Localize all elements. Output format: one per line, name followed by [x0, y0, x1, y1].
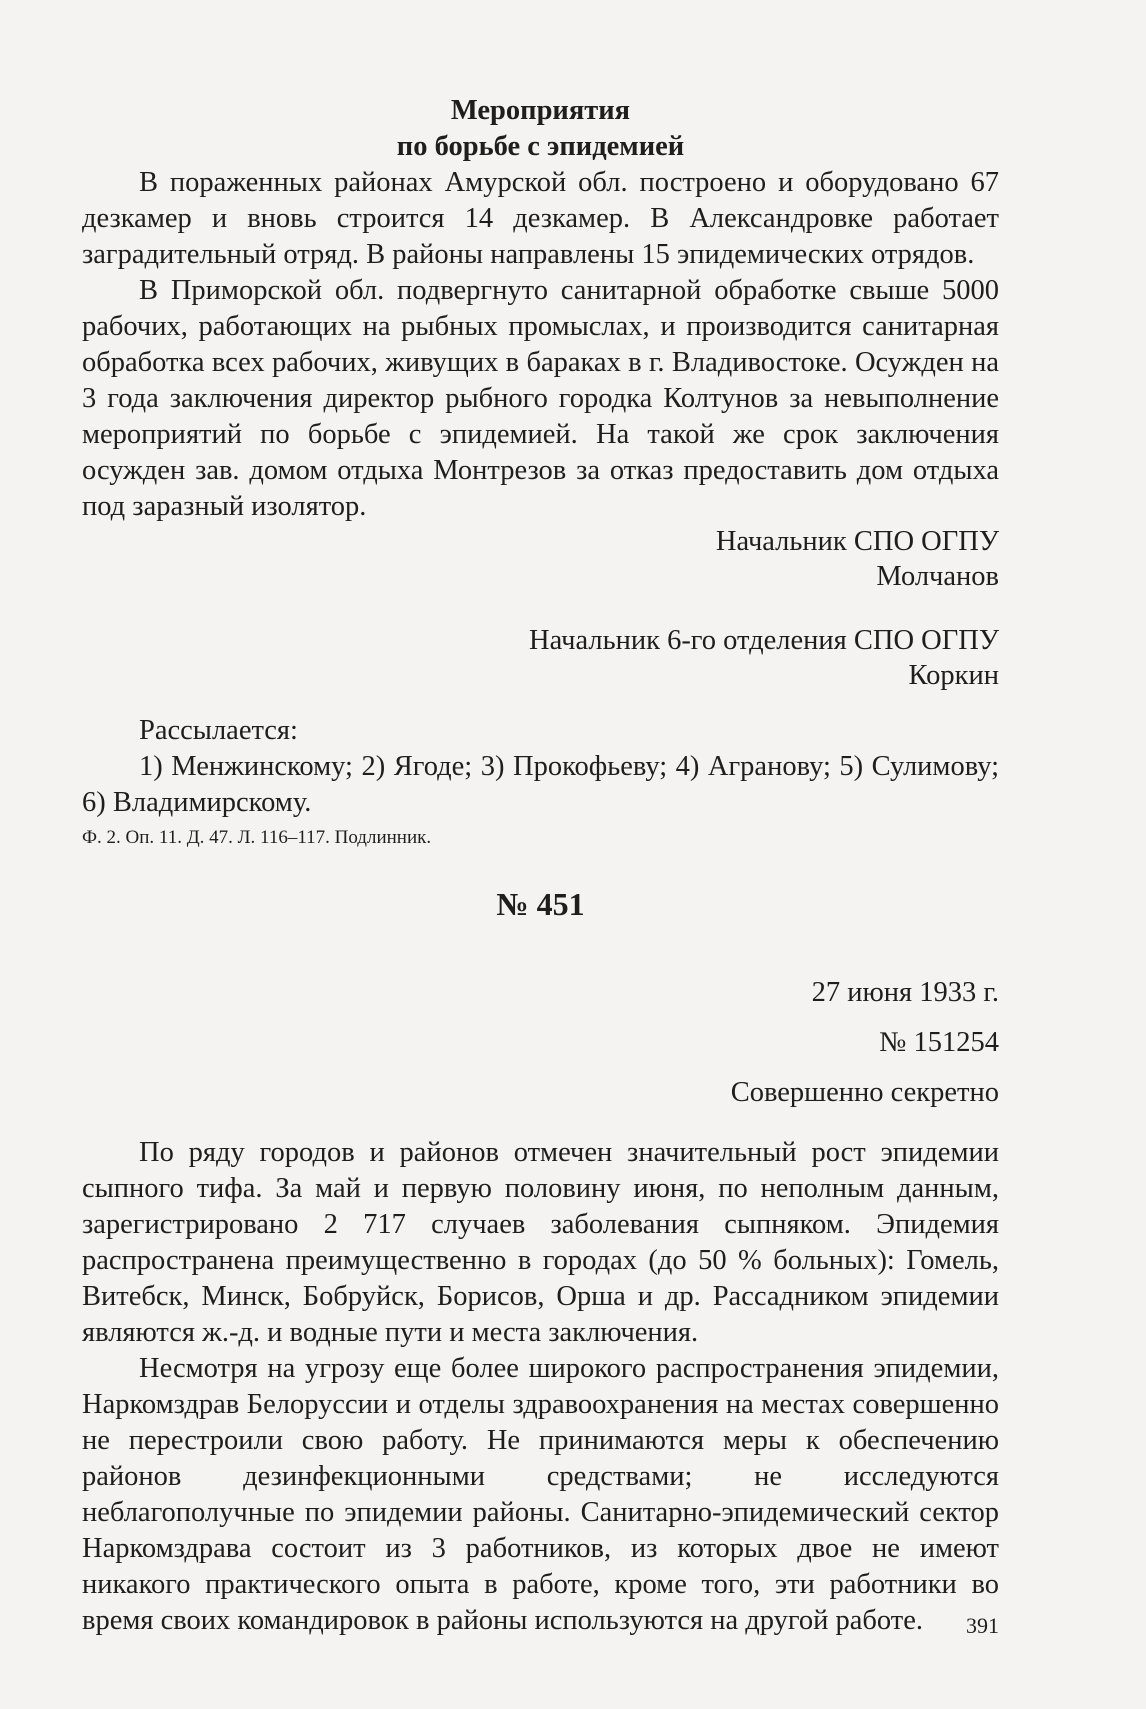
- signature-name-2: Коркин: [908, 660, 999, 691]
- signature-title-1: Начальник СПО ОГПУ: [715, 526, 999, 557]
- signature-title-2: Начальник 6-го отделения СПО ОГПУ: [529, 625, 999, 656]
- document-body: [82, 1135, 999, 1639]
- document-date: 27 июня 1933 г.: [811, 977, 999, 1008]
- section-heading-line2: по борьбе с эпидемией: [396, 131, 685, 162]
- distribution-block: [82, 713, 999, 821]
- document-number: № 451: [496, 886, 585, 922]
- distribution-list: 1) Менжинскому; 2) Ягоде; 3) Прокофьеву; 4) Агранову; 5) Сулимову; 6) Владимирскому.: [82, 751, 999, 818]
- section-paragraph-2: В Приморской обл. подвергнуто санитарной обработке свыше 5000 рабочих, работающих на рыбных промыслах, и производится санитарная обработка всех рабочих, живущих в бараках в г. Владивостоке. Осужден на 3 года заключения директор рыбного городка Колтунов за невыполнение мероприятий по борьбе с эпидемией. На такой же срок заключения осужден зав. домом отдыха Монтрезов за отказ предоставить дом отдыха под заразный изолятор.: [82, 275, 999, 522]
- section-body: [82, 165, 999, 525]
- section-heading-line1: Мероприятия: [450, 95, 631, 126]
- registration-number: № 151254: [879, 1027, 999, 1058]
- page-number: 391: [966, 1613, 999, 1638]
- document-paragraph-1: По ряду городов и районов отмечен значительный рост эпидемии сыпного тифа. За май и первую половину июня, по неполным данным, зарегистрировано 2 717 случаев заболевания сыпняком. Эпидемия распространена преимущественно в городах (до 50 % больных): Гомель, Витебск, Минск, Бобруйск, Борисов, Орша и др. Рассадником эпидемии являются ж.-д. и водные пути и места заключения.: [82, 1137, 999, 1348]
- document-paragraph-2: Несмотря на угрозу еще более широкого распространения эпидемии, Наркомздрав Белоруссии и отделы здравоохранения на местах совершенно не перестроили свою работу. Не принимаются меры к обеспечению районов дезинфекционными средствами; не исследуются неблагополучные по эпидемии районы. Санитарно-эпидемический сектор Наркомздрава состоит из 3 работников, из которых двое не имеют никакого практического опыта в работе, кроме того, эти работники во время своих командировок в районы используются на другой работе.: [82, 1353, 999, 1636]
- signature-name-1: Молчанов: [876, 561, 999, 592]
- archive-source-note: Ф. 2. Оп. 11. Д. 47. Л. 116–117. Подлинник.: [82, 827, 432, 848]
- distribution-label: Рассылается:: [139, 715, 298, 746]
- classification-stamp: Совершенно секретно: [730, 1077, 999, 1108]
- section-paragraph-1: В пораженных районах Амурской обл. построено и оборудовано 67 дезкамер и вновь строится 14 дезкамер. В Александровке работает заградительный отряд. В районы направлены 15 эпидемических отрядов.: [82, 167, 999, 270]
- section-heading: [82, 93, 999, 165]
